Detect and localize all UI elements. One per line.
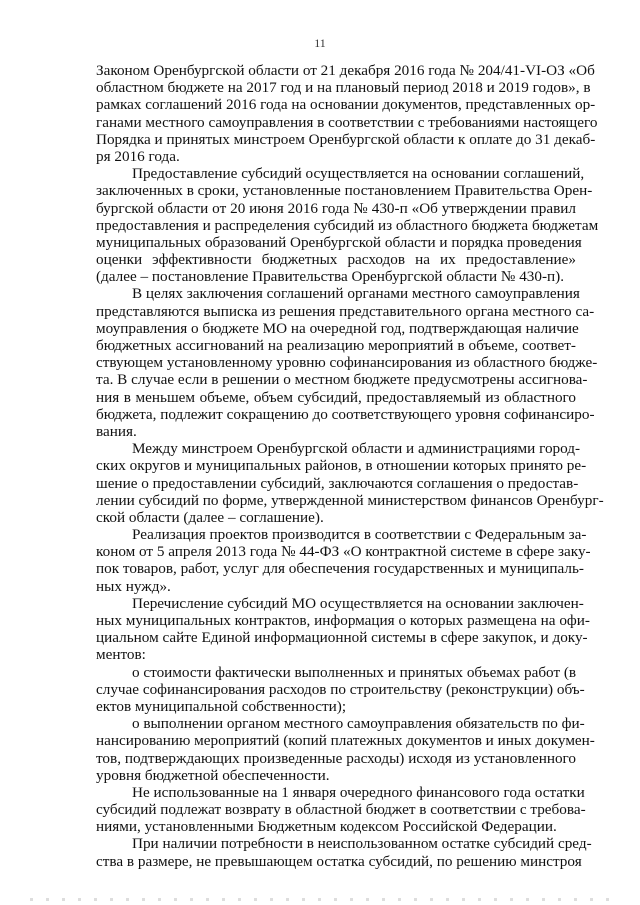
text-line: та. В случае если в решении о местном бюджете предусмотрены ассигнова- bbox=[96, 371, 588, 389]
text-line: ектов муниципальной собственности); bbox=[96, 697, 347, 715]
text-line: моуправления о бюджете МО на очередной год, подтверждающая наличие bbox=[96, 319, 579, 337]
scan-artifact bbox=[30, 898, 610, 901]
text-line: Между минстроем Оренбургской области и администрациями город- bbox=[132, 440, 581, 458]
text-line: тов, подтверждающих произведенные расходы) исходя из установленного bbox=[96, 749, 576, 767]
text-line: шение о предоставлении субсидий, заключаются соглашения о предостав- bbox=[96, 474, 579, 492]
text-line: При наличии потребности в неиспользованном остатке субсидий сред- bbox=[132, 835, 592, 853]
text-line: пок товаров, работ, услуг для обеспечения государственных и муниципаль- bbox=[96, 560, 584, 578]
text-line: областном бюджете на 2017 год и на плановый период 2018 и 2019 годов», в bbox=[96, 79, 591, 97]
document-body bbox=[96, 62, 604, 870]
text-line: субсидий подлежат возврату в областной бюджет в соответствии с требова- bbox=[96, 801, 586, 819]
text-line: оценки эффективности бюджетных расходов на их предоставление» bbox=[96, 251, 576, 269]
text-line: нансированию мероприятий (копий платежных документов и иных докумен- bbox=[96, 732, 595, 750]
text-line: Порядка и принятых минстроем Оренбургской области к оплате до 31 декаб- bbox=[96, 130, 596, 148]
text-line: бюджетных ассигнований на реализацию мероприятий в объеме, соответ- bbox=[96, 337, 576, 354]
text-line: ганами местного самоуправления в соответствии с требованиями настоящего bbox=[96, 113, 598, 131]
text-line: ных муниципальных контрактов, информация о которых размещена на офи- bbox=[96, 612, 590, 629]
text-line: Не использованные на 1 января очередного финансового года остатки bbox=[132, 783, 585, 801]
text-line: ства в размере, не превышающем остатка субсидий, по решению минстроя bbox=[96, 852, 582, 870]
text-line: рамках соглашений 2016 года на основании документов, представленных ор- bbox=[96, 96, 596, 114]
text-line: ствующем установленному уровню софинансирования из областного бюдже- bbox=[96, 354, 598, 372]
text-line: о стоимости фактически выполненных и принятых объемах работ (в bbox=[132, 663, 577, 681]
text-line: случае софинансирования расходов по строительству (реконструкции) объ- bbox=[96, 680, 585, 698]
text-line: циальном сайте Единой информационной системы в сфере закупок, и доку- bbox=[96, 629, 588, 647]
text-line: представляются выписка из решения представительного органа местного са- bbox=[96, 302, 595, 320]
text-line: В целях заключения соглашений органами местного самоуправления bbox=[132, 285, 580, 303]
page-number: 11 bbox=[314, 36, 326, 50]
text-line: муниципальных образований Оренбургской области и порядка проведения bbox=[96, 233, 582, 251]
text-line: вания. bbox=[96, 422, 137, 440]
text-line: ния в меньшем объеме, объем субсидий, предоставляемый из областного bbox=[96, 388, 576, 406]
text-line: предоставления и распределения субсидий из областного бюджета бюджетам bbox=[96, 216, 599, 234]
text-line: бюджета, подлежит сокращению до соответствующего уровня софинансиро- bbox=[96, 405, 595, 423]
text-line: Перечисление субсидий МО осуществляется на основании заключен- bbox=[132, 594, 584, 612]
text-line: лении субсидий по форме, утвержденной министерством финансов Оренбург- bbox=[96, 491, 604, 509]
text-line: ских округов и муниципальных районов, в отношении которых принято ре- bbox=[96, 457, 587, 475]
text-line: (далее – постановление Правительства Оренбургской области № 430-п). bbox=[96, 268, 565, 286]
text-line: ментов: bbox=[96, 646, 146, 664]
text-line: ниями, установленными Бюджетным кодексом Российской Федерации. bbox=[96, 818, 557, 836]
text-line: Предоставление субсидий осуществляется на основании соглашений, bbox=[132, 165, 585, 183]
text-line: бургской области от 20 июня 2016 года № 430-п «Об утверждении правил bbox=[96, 199, 576, 217]
text-line: Реализация проектов производится в соответствии с Федеральным за- bbox=[132, 526, 587, 544]
text-line: о выполнении органом местного самоуправления обязательств по фи- bbox=[132, 715, 585, 733]
text-line: ря 2016 года. bbox=[96, 147, 180, 165]
text-line: ской области (далее – соглашение). bbox=[96, 508, 324, 526]
text-line: заключенных в сроки, установленные постановлением Правительства Орен- bbox=[96, 182, 593, 200]
text-line: Законом Оренбургской области от 21 декабря 2016 года № 204/41-VI-ОЗ «Об bbox=[96, 62, 595, 79]
text-line: коном от 5 апреля 2013 года № 44-ФЗ «О контрактной системе в сфере заку- bbox=[96, 543, 591, 561]
text-line: уровня бюджетной обеспеченности. bbox=[96, 766, 330, 784]
text-line: ных нужд». bbox=[96, 577, 171, 595]
